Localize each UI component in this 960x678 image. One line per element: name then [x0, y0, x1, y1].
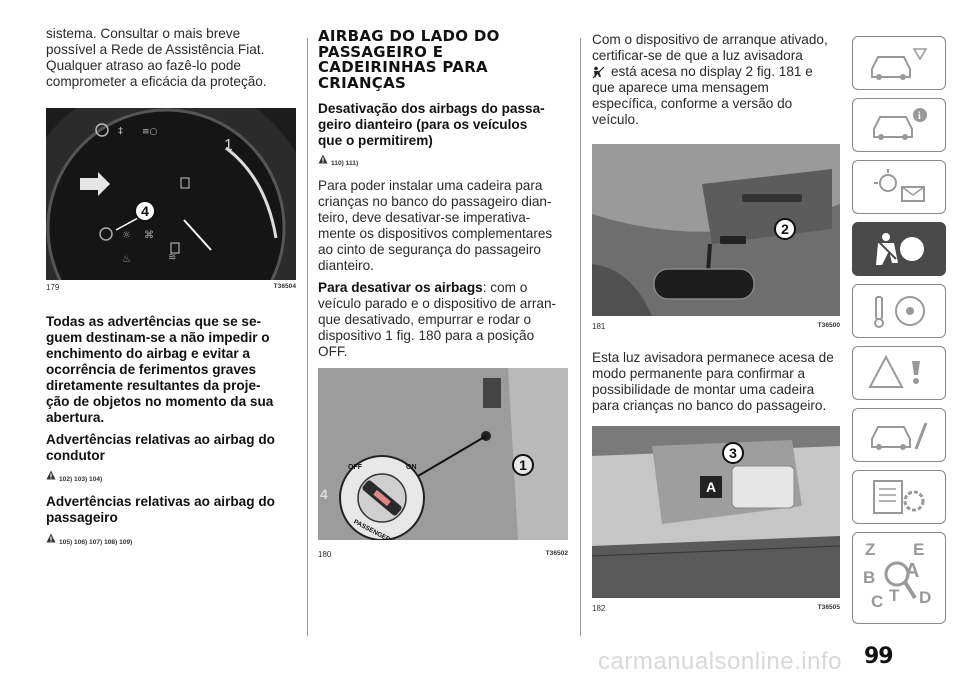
- magnifier-icon: [881, 558, 917, 602]
- svg-text:‡: ‡: [118, 126, 123, 137]
- callout-1: 1: [512, 454, 534, 476]
- label-a-badge: A: [700, 476, 722, 498]
- column-divider-1: [307, 38, 308, 636]
- figure-code: T36500: [817, 322, 840, 329]
- car-wrench-icon: [864, 415, 934, 455]
- svg-text:≡○: ≡○: [142, 127, 158, 137]
- intro-paragraph: sistema. Consultar o mais breve possível a Rede de Assistência Fiat. Qualquer atraso ao fazê-lo pode comprometer a eficácia da proteção.: [46, 26, 267, 89]
- section-title: AIRBAG DO LADO DO PASSAGEIRO E CADEIRINHAS PARA CRIANÇAS: [318, 27, 500, 92]
- warning-triangle-icon: [46, 470, 56, 480]
- figure-number: 180: [318, 550, 332, 559]
- chapter-tab-starting-driving[interactable]: [852, 284, 946, 338]
- chapter-tab-getting-to-know[interactable]: [852, 98, 946, 152]
- figure-code: T36505: [817, 604, 840, 611]
- passenger-airbag-heading: Advertências relativas ao airbag do passageiro: [46, 494, 275, 525]
- watermark: carmanualsonline.info: [598, 648, 842, 675]
- subheading-refs: 110) 111): [318, 154, 358, 167]
- chapter-tab-index[interactable]: [852, 532, 946, 624]
- paragraph-deactivate: Para desativar os airbags: com o veículo parado e o dispositivo de arran- que desativado, empurrar e rodar o dispositivo 1 fig. 180 para a posição OFF.: [318, 280, 557, 359]
- chapter-tab-specifications[interactable]: [852, 470, 946, 524]
- driver-refs: 102) 103) 104): [46, 470, 102, 483]
- airbag-key-switch-illustration: [318, 368, 568, 540]
- chapter-tab-maintenance[interactable]: [852, 408, 946, 462]
- figure-180-photo: [318, 368, 568, 540]
- passenger-refs: 105) 106) 107) 108) 109): [46, 533, 132, 546]
- svg-text:☼: ☼: [122, 230, 131, 241]
- figure-code: T36504: [273, 283, 296, 290]
- svg-text:≋: ≋: [168, 252, 177, 263]
- figure-181-caption: [592, 322, 840, 331]
- chapter-tab-lights[interactable]: [852, 160, 946, 214]
- callout-2: 2: [774, 218, 796, 240]
- sun-visor-illustration: [592, 426, 840, 598]
- overhead-console-illustration: [592, 144, 840, 316]
- callout-3: 3: [722, 442, 744, 464]
- figure-number: 179: [46, 283, 60, 292]
- lights-message-icon: [864, 167, 934, 207]
- figure-180-caption: [318, 550, 568, 559]
- page-number: 99: [864, 644, 893, 669]
- specs-gear-icon: [864, 477, 934, 517]
- callout-4: 4: [134, 200, 156, 222]
- edge-number: 4: [320, 486, 328, 502]
- triangle-warning-icon: [864, 353, 934, 393]
- chapter-tab-safety[interactable]: [852, 222, 946, 276]
- figure-number: 181: [592, 322, 606, 331]
- chapter-tab-emergency[interactable]: [852, 346, 946, 400]
- warning-triangle-icon: [318, 154, 328, 164]
- figure-179-caption: [46, 283, 296, 292]
- svg-text:⌘: ⌘: [144, 230, 154, 241]
- column-divider-2: [580, 38, 581, 636]
- instrument-cluster-illustration: [46, 108, 296, 280]
- figure-179-photo: [46, 108, 296, 280]
- paragraph-light-permanent: Esta luz avisadora permanece acesa de modo permanente para confirmar a possibilidade de montar uma cadeira para crianças no banco do passageiro.: [592, 350, 834, 413]
- figure-182-photo: [592, 426, 840, 598]
- airbag-off-icon: [592, 66, 605, 79]
- alphabet-index-icon: Z E B A C T D: [863, 540, 932, 611]
- figure-182-caption: [592, 604, 840, 613]
- chapter-tab-dashboard[interactable]: [852, 36, 946, 90]
- driver-airbag-heading: Advertências relativas ao airbag do condutor: [46, 432, 275, 463]
- svg-text:i: i: [918, 111, 921, 122]
- airbag-seatbelt-icon: [864, 229, 934, 269]
- subheading: Desativação dos airbags do passa- geiro dianteiro (para os veículos que o permitirem): [318, 101, 545, 148]
- svg-text:1: 1: [224, 137, 233, 154]
- switch-label-on: ON: [406, 464, 417, 471]
- switch-label-off: OFF: [348, 464, 362, 471]
- paragraph-check-light: Com o dispositivo de arranque ativado, certificar-se de que a luz avisadora está acesa no display 2 fig. 181 e que aparece uma mensagem específica, conforme a versão do veículo.: [592, 32, 828, 127]
- warning-triangle-icon: [46, 533, 56, 543]
- car-info-icon: [864, 105, 934, 145]
- figure-181-photo: [592, 144, 840, 316]
- paragraph-install: Para poder instalar uma cadeira para crianças no banco do passageiro dian- teiro, deve desativar-se imperativa- mente os dispositivos complementares ao cinto de segurança do passageiro dianteiro.: [318, 178, 553, 273]
- figure-code: T36502: [545, 550, 568, 557]
- figure-number: 182: [592, 604, 606, 613]
- key-steering-icon: [864, 291, 934, 331]
- svg-text:♨: ♨: [122, 254, 131, 265]
- car-warning-light-icon: [864, 43, 934, 83]
- warning-heading: Todas as advertências que se se- guem destinam-se a não impedir o enchimento do airbag e evitar a ocorrência de ferimentos graves diretamente resultantes da proje- ção de objetos no momento da sua abertura.: [46, 314, 274, 425]
